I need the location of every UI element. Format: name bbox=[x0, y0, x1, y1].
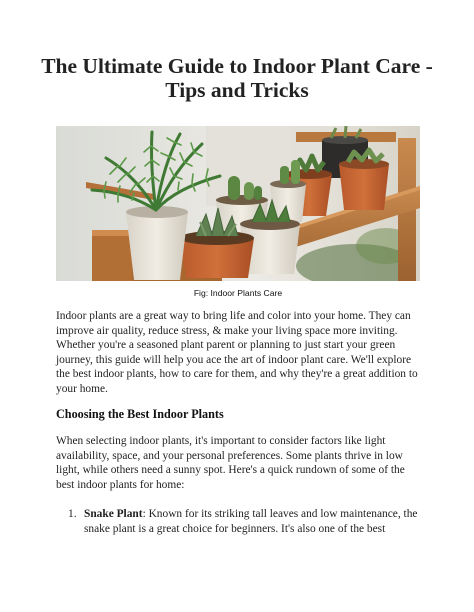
list-number: 1. bbox=[68, 508, 77, 520]
figure-caption: Fig: Indoor Plants Care bbox=[193, 288, 283, 298]
intro-paragraph: Indoor plants are a great way to bring life and color into your home. They can improve air quality, reduce stress, & make your living space more inviting. Whether you're a seasoned plant parent or planning to just start your green journey, this guide will help you ace the art of indoor plant care. We'll explore the best indoor plants, how to care for them, and why they're a great addition to your home. bbox=[56, 310, 418, 395]
plants-photo bbox=[56, 126, 420, 281]
plant-list bbox=[56, 507, 420, 536]
section-heading: Choosing the Best Indoor Plants bbox=[56, 407, 224, 421]
list-item bbox=[56, 507, 420, 536]
list-item-text: : Known for its striking tall leaves and low maintenance, the snake plant is a great choice for beginners. It's also one of the best bbox=[84, 508, 418, 535]
list-item-name: Snake Plant bbox=[84, 508, 143, 520]
section-paragraph: When selecting indoor plants, it's important to consider factors like light availability, space, and your personal preferences. Some plants thrive in low light, while others need a sunny spot. Here's a quick rundown of some of the best indoor plants for home: bbox=[56, 435, 405, 491]
document-title: The Ultimate Guide to Indoor Plant Care - Tips and Tricks bbox=[41, 54, 433, 102]
